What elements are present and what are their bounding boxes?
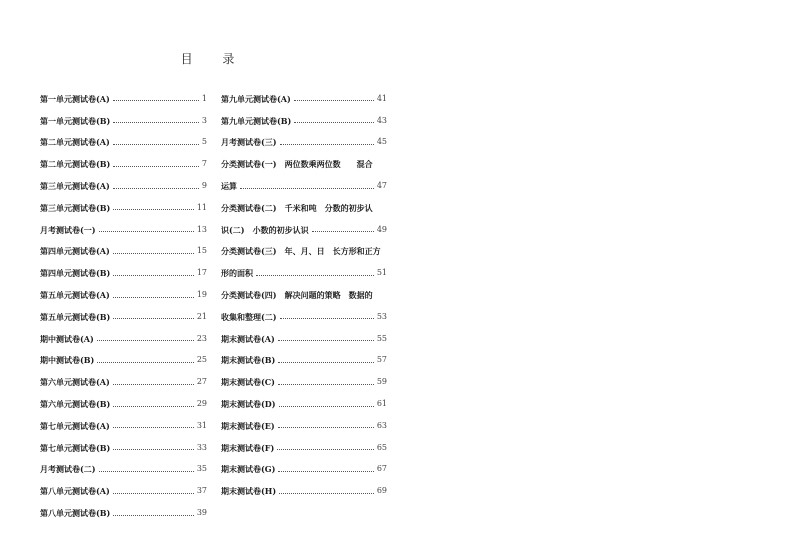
toc-entry-title: 月考测试卷(三) — [221, 137, 277, 148]
toc-entry[interactable] — [221, 219, 387, 241]
toc-entry-title: 分类测试卷(一) 两位数乘两位数 混合 — [221, 159, 373, 170]
toc-entry-page-number: 39 — [196, 508, 207, 518]
toc-entry-page-number: 53 — [376, 311, 387, 321]
toc-entry-title: 月考测试卷(二) — [40, 464, 96, 475]
dot-leader — [113, 188, 199, 189]
toc-entry[interactable] — [40, 197, 207, 219]
toc-entry-title: 第一单元测试卷(B) — [40, 115, 111, 126]
toc-entry-page-number: 45 — [376, 137, 387, 147]
toc-entry[interactable] — [221, 197, 387, 219]
toc-entry[interactable] — [221, 88, 387, 110]
toc-entry-page-number: 51 — [376, 268, 387, 278]
toc-entry[interactable] — [40, 284, 207, 306]
toc-entry[interactable] — [221, 480, 387, 502]
toc-entry[interactable] — [40, 459, 207, 481]
dot-leader — [278, 362, 373, 363]
toc-entry[interactable] — [40, 502, 207, 524]
toc-entry-title: 运算 — [221, 181, 237, 192]
toc-entry-title: 期中测试卷(B) — [40, 355, 95, 366]
toc-entry-title: 第八单元测试卷(B) — [40, 508, 111, 519]
toc-entry-title: 期中测试卷(A) — [40, 333, 94, 344]
toc-entry-page-number: 31 — [196, 420, 207, 430]
toc-entry-title: 第二单元测试卷(A) — [40, 137, 110, 148]
toc-entry-page-number: 55 — [376, 333, 387, 343]
toc-entry-title: 第四单元测试卷(B) — [40, 268, 111, 279]
dot-leader — [294, 100, 374, 101]
toc-entry-page-number: 7 — [201, 159, 207, 169]
toc-entry[interactable] — [40, 132, 207, 154]
toc-entry[interactable] — [40, 328, 207, 350]
toc-entry-title: 第二单元测试卷(B) — [40, 159, 111, 170]
toc-entry[interactable] — [221, 262, 387, 284]
toc-entry-title: 分类测试卷(三) 年、月、日 长方形和正方 — [221, 246, 381, 257]
toc-entry-page-number: 15 — [196, 246, 207, 256]
toc-entry[interactable] — [40, 241, 207, 263]
toc-entry[interactable] — [40, 350, 207, 372]
dot-leader — [279, 406, 374, 407]
toc-entry-title: 期末测试卷(D) — [221, 399, 276, 410]
toc-entry-title: 收集和整理(二) — [221, 311, 277, 322]
toc-entry-title: 期末测试卷(C) — [221, 377, 275, 388]
toc-entry-title: 期末测试卷(F) — [221, 442, 275, 453]
toc-entry-page-number: 19 — [196, 290, 207, 300]
toc-entry-page-number: 25 — [196, 355, 207, 365]
dot-leader — [113, 406, 193, 407]
toc-entry[interactable] — [221, 241, 387, 263]
dot-leader — [113, 166, 199, 167]
toc-entry[interactable] — [40, 480, 207, 502]
toc-entry-page-number: 61 — [376, 399, 387, 409]
toc-entry-title: 第三单元测试卷(A) — [40, 181, 110, 192]
toc-entry[interactable] — [40, 153, 207, 175]
toc-entry-page-number: 9 — [201, 181, 207, 191]
toc-entry-title: 月考测试卷(一) — [40, 224, 96, 235]
toc-entry-page-number: 47 — [376, 181, 387, 191]
toc-entry-page-number: 43 — [376, 115, 387, 125]
dot-leader — [113, 449, 193, 450]
toc-entry-title: 识(二) 小数的初步认识 — [221, 224, 309, 235]
toc-entry[interactable] — [40, 219, 207, 241]
page-title — [0, 50, 416, 67]
dot-leader — [277, 449, 374, 450]
toc-entry[interactable] — [221, 371, 387, 393]
toc-entry[interactable] — [221, 459, 387, 481]
dot-leader — [113, 515, 193, 516]
dot-leader — [113, 253, 194, 254]
dot-leader — [113, 384, 194, 385]
dot-leader — [99, 231, 194, 232]
dot-leader — [278, 340, 374, 341]
toc-entry-page-number: 17 — [196, 268, 207, 278]
toc-entry-page-number: 5 — [201, 137, 207, 147]
toc-entry[interactable] — [40, 110, 207, 132]
toc-entry-title: 第八单元测试卷(A) — [40, 486, 110, 497]
dot-leader — [113, 493, 194, 494]
dot-leader — [113, 427, 194, 428]
toc-entry-page-number: 29 — [196, 399, 207, 409]
dot-leader — [97, 362, 193, 363]
toc-entry-title: 期末测试卷(E) — [221, 420, 275, 431]
dot-leader — [113, 122, 199, 123]
toc-entry-title: 期末测试卷(B) — [221, 355, 276, 366]
toc-entry[interactable] — [40, 415, 207, 437]
toc-entry[interactable] — [221, 284, 387, 306]
toc-entry[interactable] — [40, 306, 207, 328]
toc-entry-title: 第六单元测试卷(A) — [40, 377, 110, 388]
dot-leader — [280, 144, 374, 145]
toc-entry-title: 第九单元测试卷(A) — [221, 93, 291, 104]
toc-entry-page-number: 65 — [376, 442, 387, 452]
toc-entry[interactable] — [221, 328, 387, 350]
toc-entry[interactable] — [221, 153, 387, 175]
toc-entry-page-number: 59 — [376, 377, 387, 387]
toc-entry-page-number: 41 — [376, 93, 387, 103]
toc-entry-title: 期末测试卷(H) — [221, 486, 277, 497]
toc-entry-page-number: 1 — [201, 93, 207, 103]
title-char-1: 目 — [180, 52, 194, 66]
toc-entry[interactable] — [221, 110, 387, 132]
toc-entry-title: 第九单元测试卷(B) — [221, 115, 292, 126]
toc-entry[interactable] — [221, 306, 387, 328]
toc-entry-page-number: 11 — [196, 202, 207, 212]
toc-entry-title: 形的面积 — [221, 268, 253, 279]
dot-leader — [240, 188, 374, 189]
toc-entry[interactable] — [40, 393, 207, 415]
dot-leader — [278, 427, 374, 428]
toc-entry-page-number: 67 — [376, 464, 387, 474]
toc-entry-page-number: 21 — [196, 311, 207, 321]
toc-entry[interactable] — [40, 262, 207, 284]
toc-entry-title: 第五单元测试卷(A) — [40, 290, 110, 301]
dot-leader — [113, 144, 199, 145]
toc-entry-page-number: 35 — [196, 464, 207, 474]
toc-entry-title: 期末测试卷(A) — [221, 333, 275, 344]
dot-leader — [97, 340, 194, 341]
toc-entry-title: 第四单元测试卷(A) — [40, 246, 110, 257]
toc-entry-title: 第七单元测试卷(A) — [40, 420, 110, 431]
toc-entry[interactable] — [221, 175, 387, 197]
dot-leader — [113, 275, 193, 276]
dot-leader — [278, 471, 373, 472]
toc-entry-page-number: 63 — [376, 420, 387, 430]
toc-entry-title: 第三单元测试卷(B) — [40, 202, 111, 213]
toc-entry-title: 第七单元测试卷(B) — [40, 442, 111, 453]
toc-entry-page-number: 33 — [196, 442, 207, 452]
toc-entry-page-number: 69 — [376, 486, 387, 496]
toc-entry[interactable] — [221, 437, 387, 459]
toc-entry-title: 期末测试卷(G) — [221, 464, 276, 475]
toc-entry[interactable] — [221, 393, 387, 415]
dot-leader — [113, 209, 193, 210]
dot-leader — [113, 100, 199, 101]
dot-leader — [113, 318, 193, 319]
dot-leader — [113, 297, 194, 298]
toc-right-column — [221, 88, 387, 502]
toc-entry-page-number: 23 — [196, 333, 207, 343]
dot-leader — [256, 275, 374, 276]
toc-entry-page-number: 49 — [376, 224, 387, 234]
dot-leader — [279, 493, 374, 494]
toc-entry[interactable] — [40, 88, 207, 110]
toc-entry[interactable] — [40, 437, 207, 459]
toc-entry-page-number: 27 — [196, 377, 207, 387]
toc-left-column — [40, 88, 207, 524]
toc-entry[interactable] — [40, 371, 207, 393]
dot-leader — [312, 231, 374, 232]
dot-leader — [278, 384, 374, 385]
dot-leader — [280, 318, 374, 319]
toc-entry[interactable] — [221, 132, 387, 154]
toc-entry[interactable] — [221, 415, 387, 437]
dot-leader — [294, 122, 373, 123]
toc-entry[interactable] — [221, 350, 387, 372]
toc-entry-page-number: 37 — [196, 486, 207, 496]
dot-leader — [99, 471, 194, 472]
toc-entry-title: 第五单元测试卷(B) — [40, 311, 111, 322]
title-char-2: 录 — [222, 52, 236, 66]
toc-entry-page-number: 57 — [376, 355, 387, 365]
toc-entry-title: 分类测试卷(二) 千米和吨 分数的初步认 — [221, 202, 373, 213]
toc-entry-title: 分类测试卷(四) 解决问题的策略 数据的 — [221, 290, 373, 301]
toc-entry-page-number: 3 — [201, 115, 207, 125]
toc-entry-title: 第一单元测试卷(A) — [40, 93, 110, 104]
toc-entry[interactable] — [40, 175, 207, 197]
toc-entry-title: 第六单元测试卷(B) — [40, 399, 111, 410]
toc-entry-page-number: 13 — [196, 224, 207, 234]
